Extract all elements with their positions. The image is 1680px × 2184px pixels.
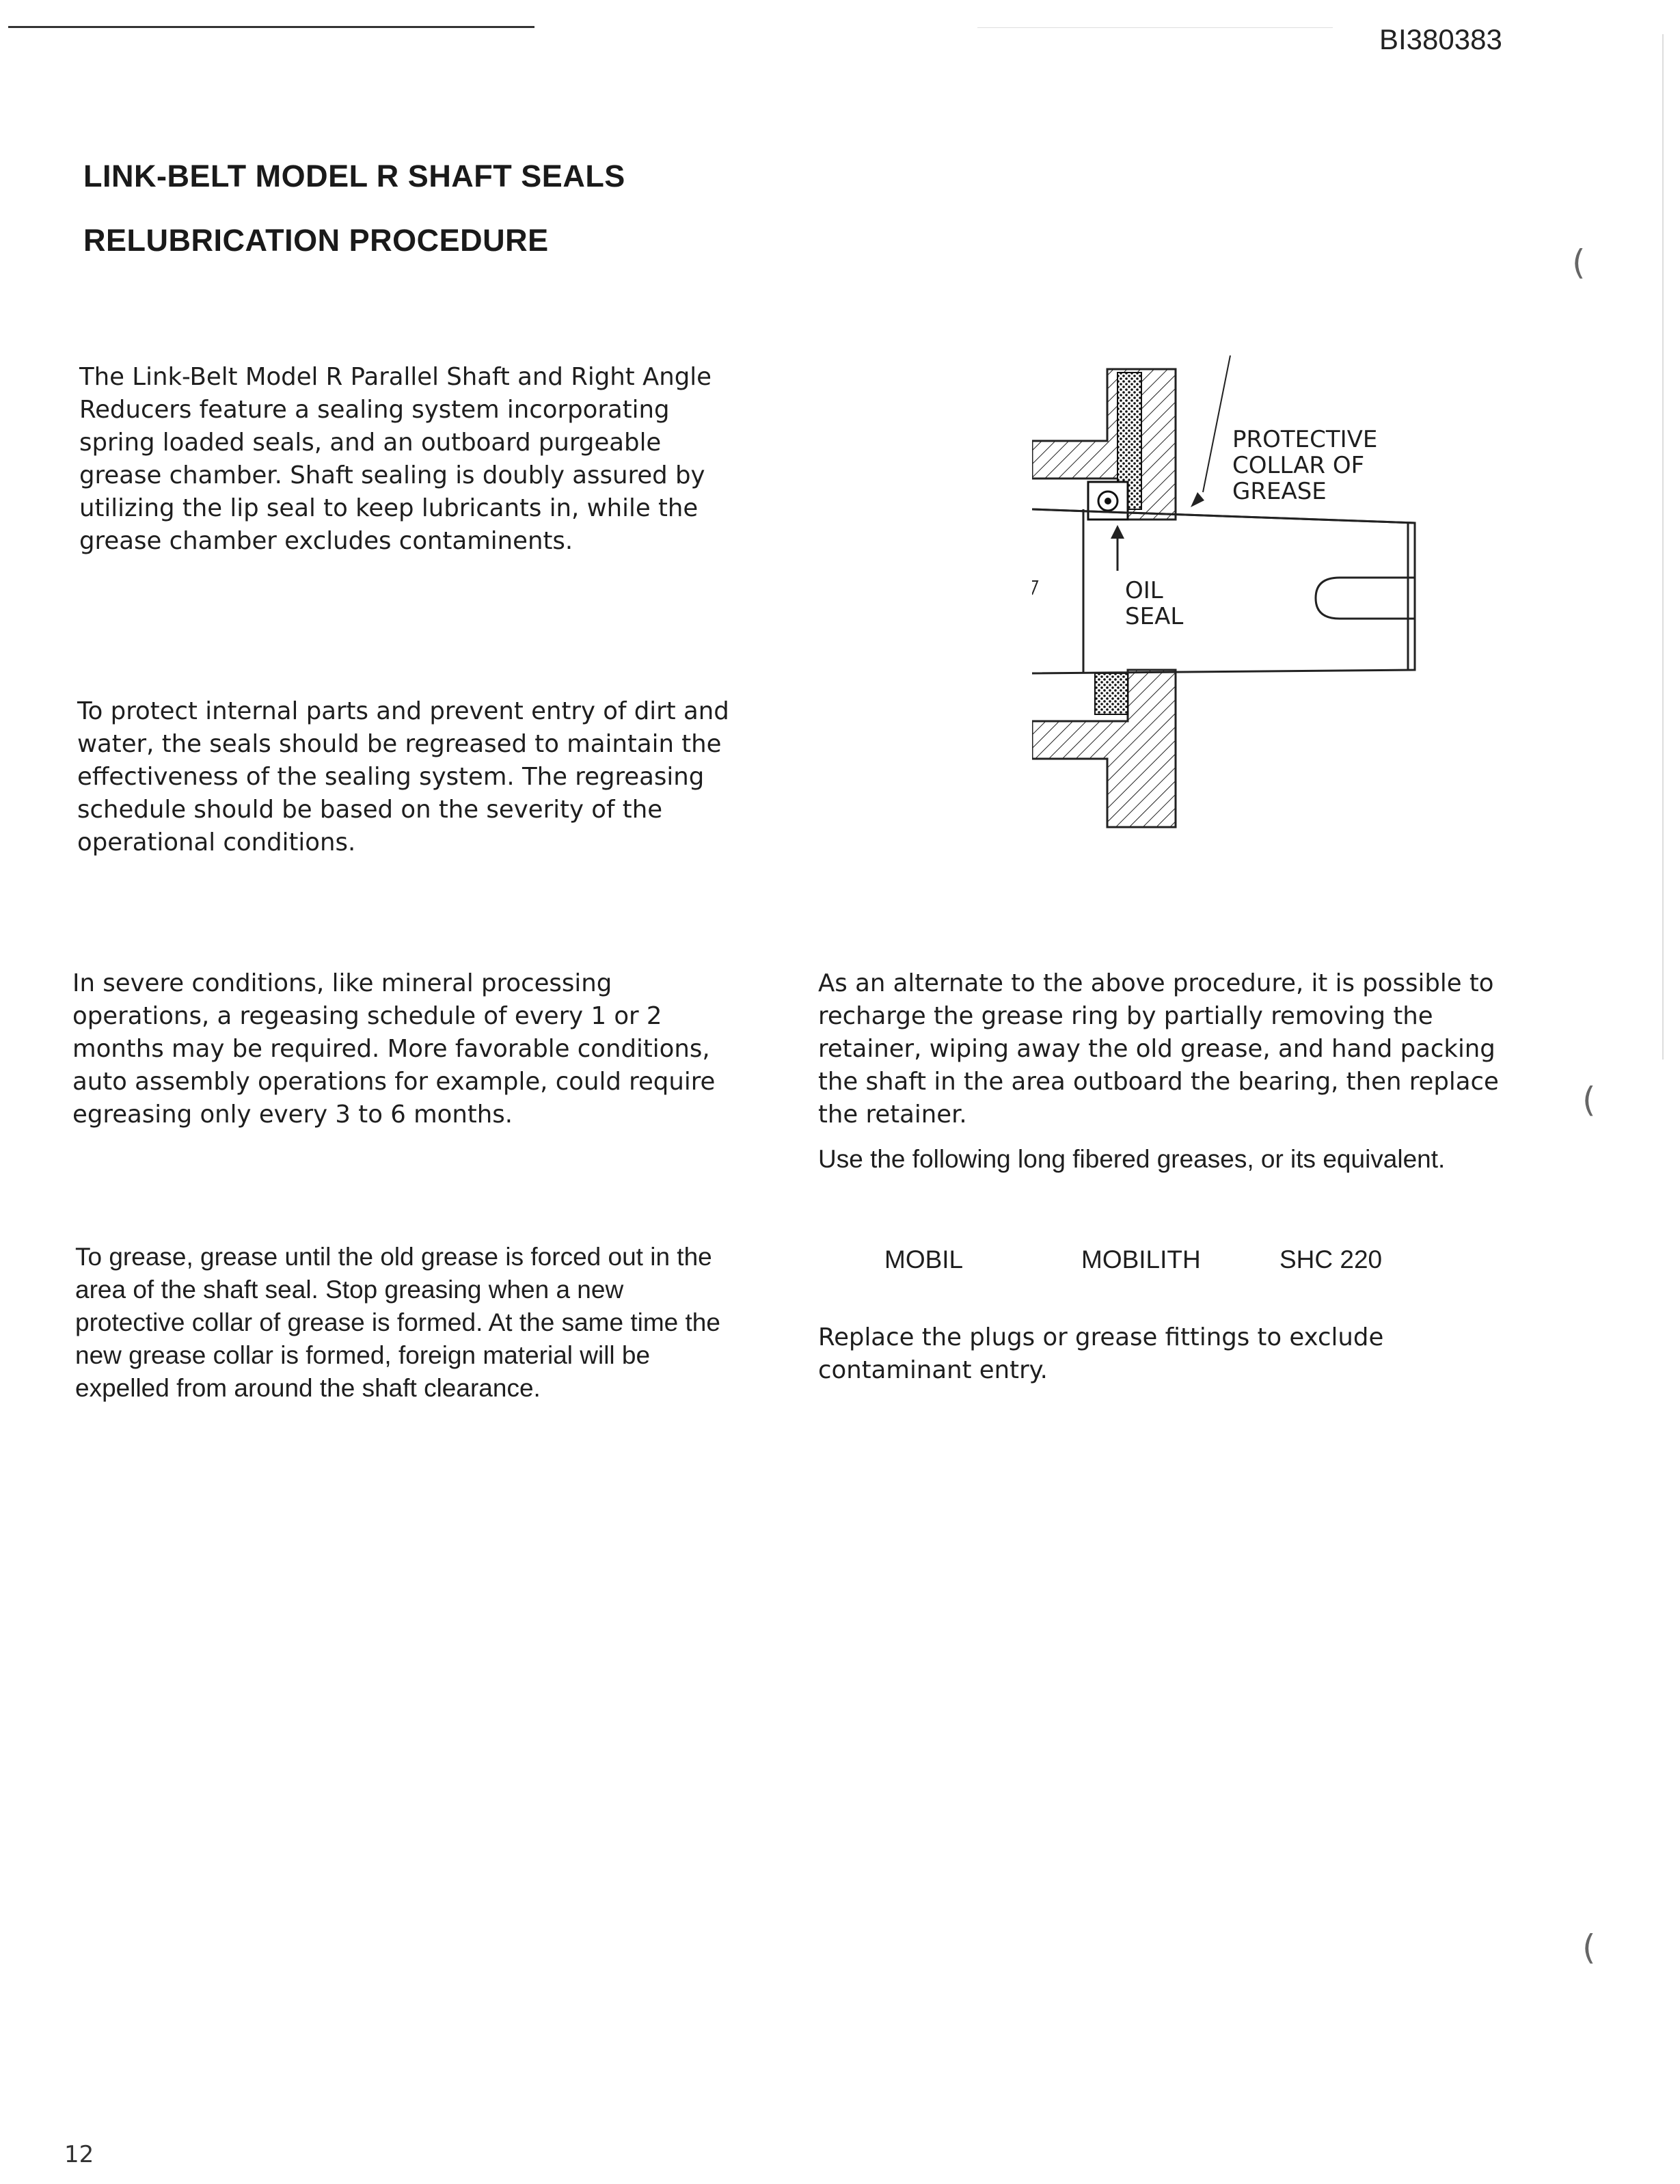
top-rule-faint — [977, 27, 1333, 28]
alternate-procedure-paragraph: As an alternate to the above procedure, it is possible to recharge the grease ring by partially removing the retainer, wiping away the old grease, and hand packing the shaft in the area outboard the bearing, then replace the retainer. — [818, 969, 1499, 1129]
shaft-outline — [1032, 509, 1415, 673]
leader-arrow-icon — [1191, 492, 1204, 507]
severe-conditions-paragraph: In severe conditions, like mineral processing operations, a regeasing schedule of every 1 or 2 months may be required. More favorable conditions, auto assembly operations for example, could require egreasing only every 3 to 6 months. — [72, 969, 716, 1129]
oil-label-line2: SEAL — [1125, 603, 1184, 630]
page-number: 12 — [64, 2141, 94, 2168]
grease-recommendation-paragraph: Use the following long fibered greases, or its equivalent. — [818, 1145, 1446, 1173]
grease-grade: SHC 220 — [1279, 1245, 1383, 1273]
page-title: LINK-BELT MODEL R SHAFT SEALS — [83, 159, 625, 193]
binder-hole-mark: ( — [1582, 1080, 1596, 1120]
collar-label-line2: COLLAR OF — [1232, 452, 1365, 479]
binder-hole-mark: ( — [1582, 1928, 1596, 1967]
lower-grease-collar — [1095, 673, 1128, 714]
scan-edge — [1662, 34, 1664, 1060]
collar-label-line3: GREASE — [1232, 478, 1327, 505]
collar-label-line1: PROTECTIVE — [1232, 426, 1378, 453]
oil-seal-arrow-icon — [1111, 525, 1124, 539]
oil-label-line1: OIL — [1125, 577, 1163, 604]
grease-brand: MOBIL — [884, 1245, 964, 1273]
greasing-paragraph: To grease, grease until the old grease is forced out in the area of the shaft seal. Stop greasing when a new protective collar of grease is formed. At the same time the new grease collar is formed, foreign material will be expelled from around the shaft clearance. — [75, 1243, 720, 1402]
replace-plugs-paragraph: Replace the plugs or grease fittings to exclude contaminant entry. — [818, 1323, 1384, 1384]
protect-paragraph: To protect internal parts and prevent entry of dirt and water, the seals should be regreased to maintain the effectiveness of the sealing system. The regreasing schedule should be based on the severity of the operational conditions. — [77, 697, 729, 857]
keyway — [1316, 578, 1415, 619]
top-rule — [8, 26, 534, 28]
seal-spring-center — [1105, 498, 1111, 504]
intro-paragraph: The Link-Belt Model R Parallel Shaft and Right Angle Reducers feature a sealing system incorporating spring loaded seals, and an outboard purgeable grease chamber. Shaft sealing is doubly assured by utilizing the lip seal to keep lubricants in, while the grease chamber excludes contaminents. — [79, 363, 712, 555]
grease-product: MOBILITH — [1081, 1245, 1201, 1273]
binder-hole-mark: ( — [1572, 243, 1586, 282]
oil-seal-label — [1125, 578, 1183, 630]
protective-collar-label — [1232, 427, 1377, 504]
page-subtitle: RELUBRICATION PROCEDURE — [83, 223, 549, 258]
document-id: BI380383 — [1379, 23, 1502, 55]
